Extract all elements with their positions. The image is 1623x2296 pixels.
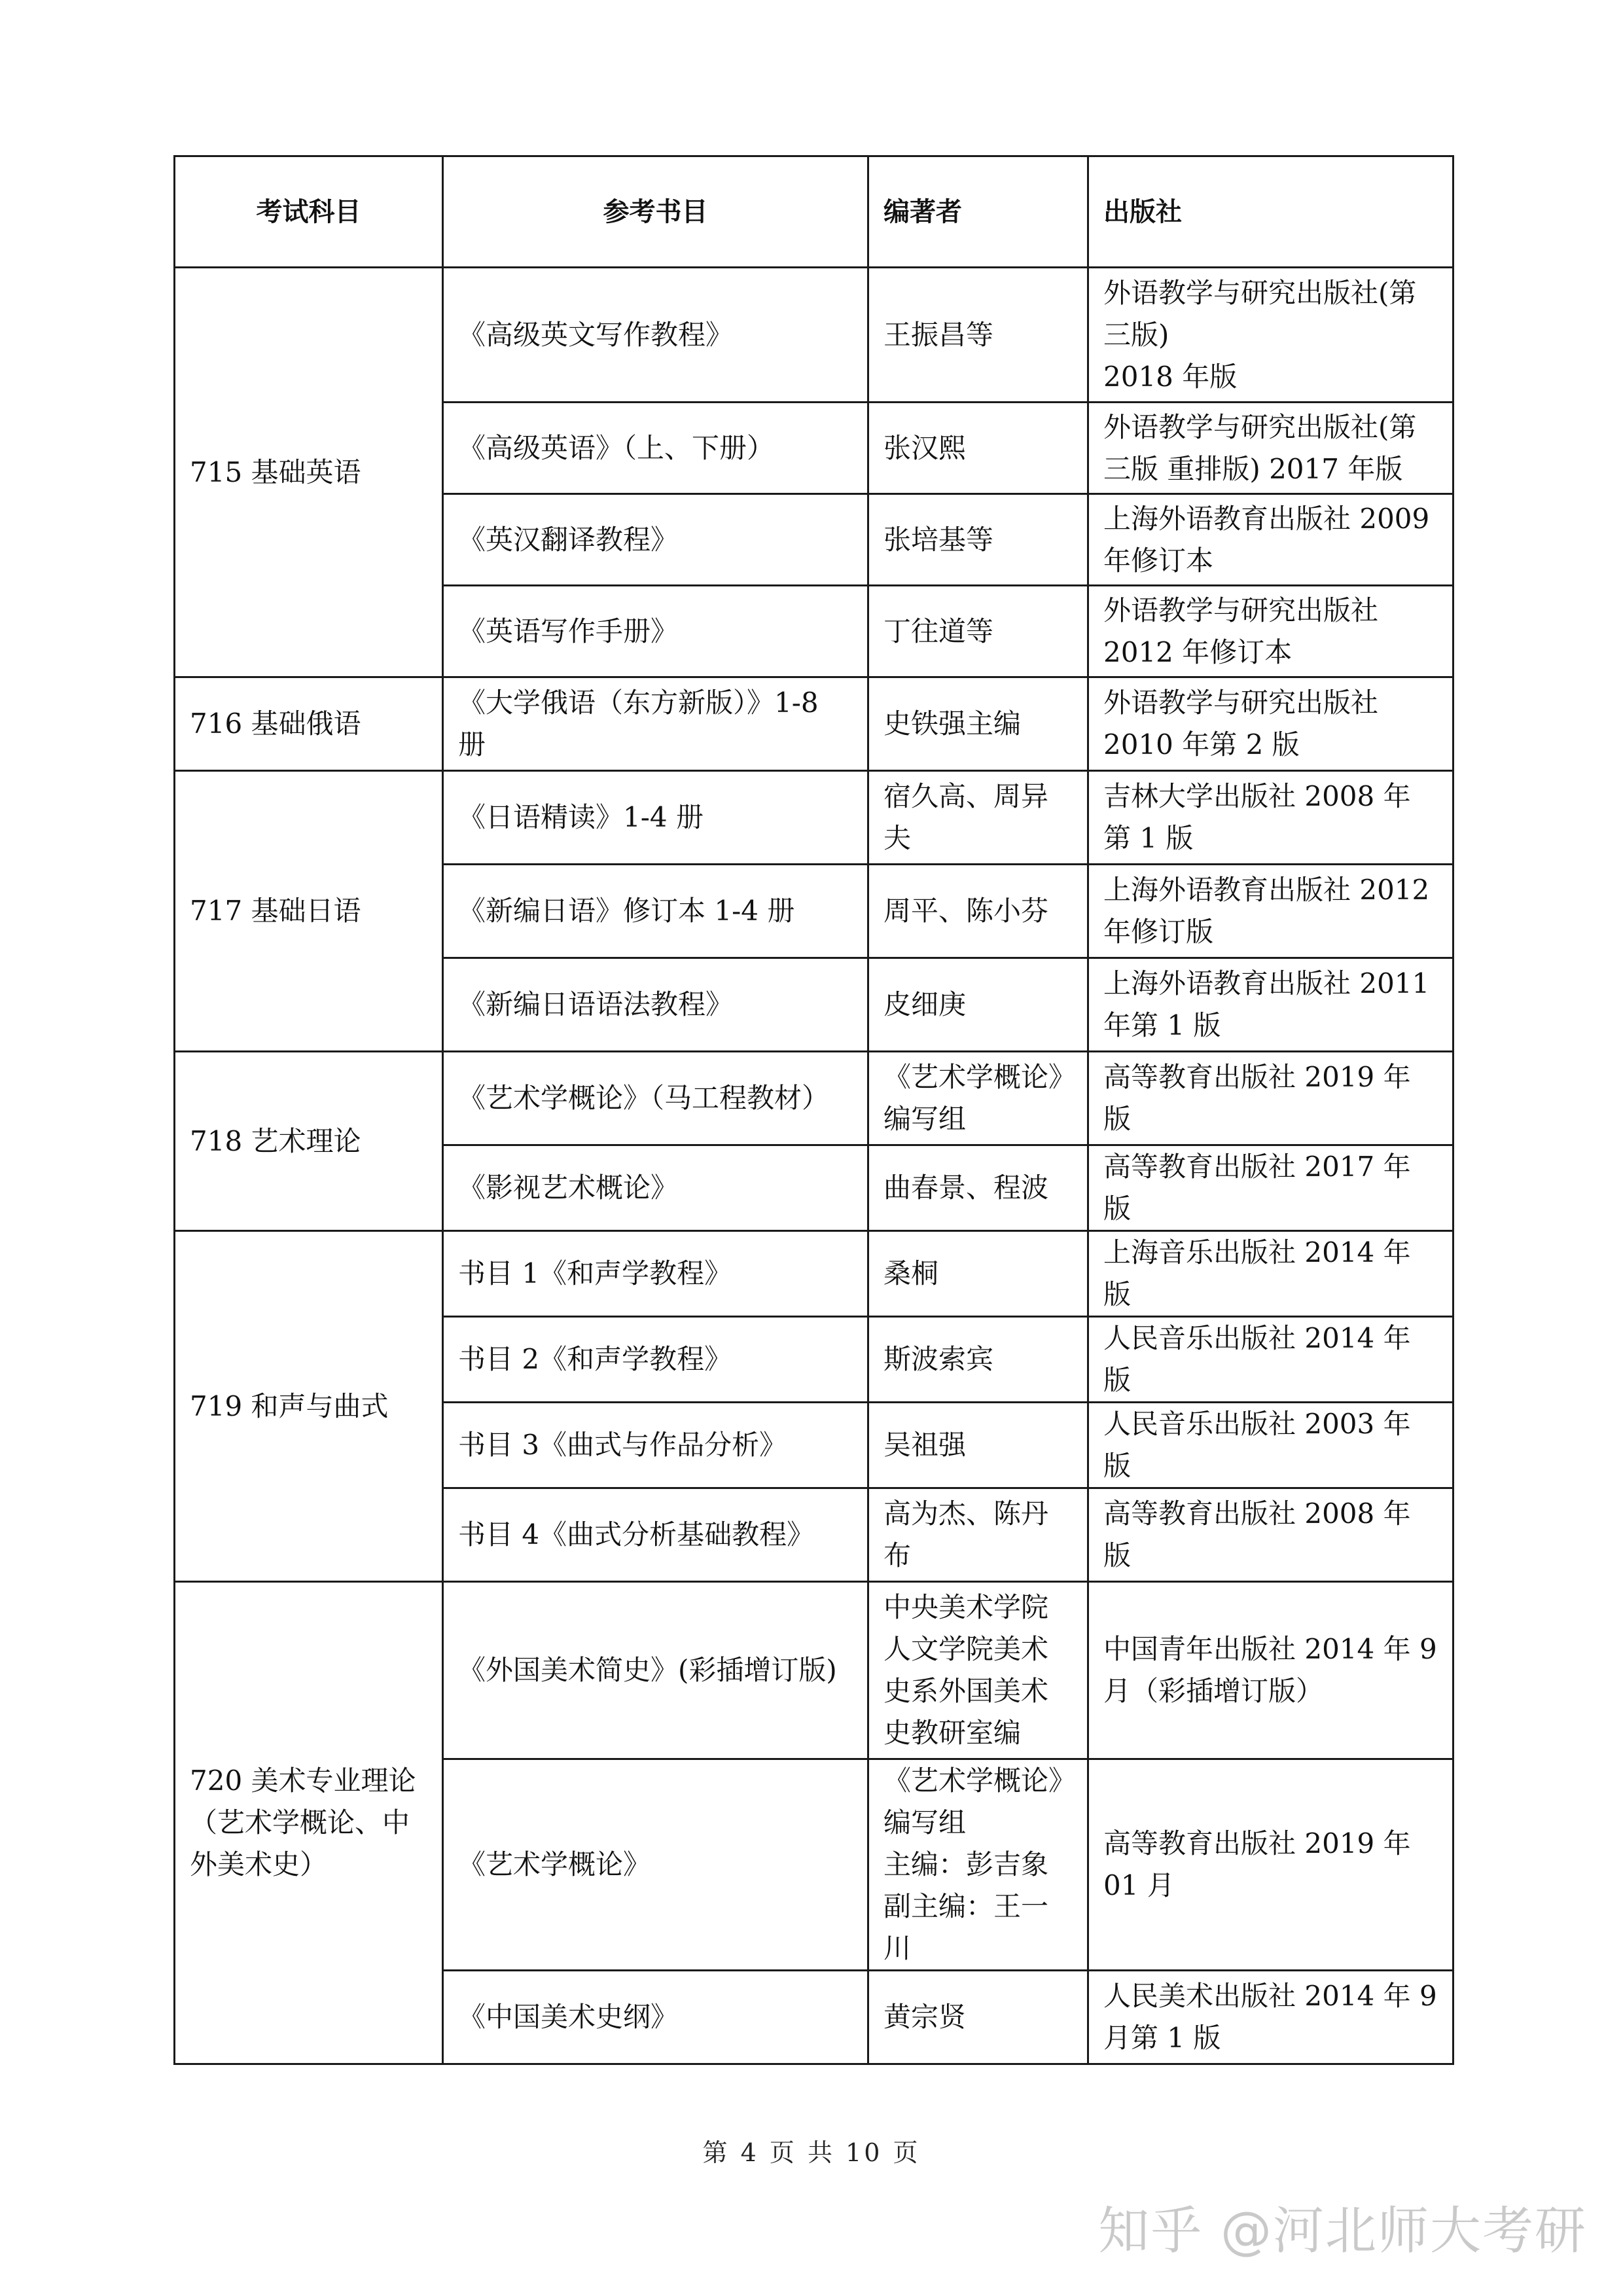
table-row (175, 771, 1454, 865)
author-cell: 史铁强主编 (868, 677, 1088, 771)
book-cell: 《艺术学概论》 (443, 1759, 868, 1971)
book-cell: 书目 4《曲式分析基础教程》 (443, 1488, 868, 1582)
header-subject: 考试科目 (175, 156, 443, 268)
subject-cell: 720 美术专业理论（艺术学概论、中外美术史） (175, 1582, 443, 2064)
table-row (175, 677, 1454, 771)
header-book: 参考书目 (443, 156, 868, 268)
subject-cell: 715 基础英语 (175, 268, 443, 677)
publisher-cell: 上海外语教育出版社 2012 年修订版 (1088, 865, 1454, 958)
author-cell: 《艺术学概论》编写组 (868, 1052, 1088, 1145)
author-cell: 吴祖强 (868, 1403, 1088, 1488)
header-row (175, 156, 1454, 268)
book-cell: 《大学俄语（东方新版）》1-8 册 (443, 677, 868, 771)
subject-cell: 718 艺术理论 (175, 1052, 443, 1231)
author-cell: 曲春景、程波 (868, 1145, 1088, 1231)
subject-cell: 717 基础日语 (175, 771, 443, 1052)
table-body (175, 268, 1454, 2064)
publisher-cell: 人民音乐出版社 2003 年版 (1088, 1403, 1454, 1488)
publisher-cell: 中国青年出版社 2014 年 9 月（彩插增订版） (1088, 1582, 1454, 1759)
author-cell: 宿久高、周异夫 (868, 771, 1088, 865)
book-cell: 《高级英文写作教程》 (443, 268, 868, 403)
publisher-cell: 高等教育出版社 2019 年 01 月 (1088, 1759, 1454, 1971)
author-cell: 王振昌等 (868, 268, 1088, 403)
author-cell: 黄宗贤 (868, 1971, 1088, 2064)
publisher-cell: 外语教学与研究出版社(第三版) 2018 年版 (1088, 268, 1454, 403)
publisher-cell: 上海外语教育出版社 2011 年第 1 版 (1088, 958, 1454, 1052)
book-cell: 《艺术学概论》（马工程教材） (443, 1052, 868, 1145)
table-row (175, 268, 1454, 403)
book-cell: 《英汉翻译教程》 (443, 494, 868, 586)
publisher-cell: 外语教学与研究出版社(第三版 重排版) 2017 年版 (1088, 403, 1454, 494)
book-cell: 《中国美术史纲》 (443, 1971, 868, 2064)
publisher-cell: 人民美术出版社 2014 年 9 月第 1 版 (1088, 1971, 1454, 2064)
author-cell: 皮细庚 (868, 958, 1088, 1052)
subject-cell: 716 基础俄语 (175, 677, 443, 771)
author-cell: 中央美术学院人文学院美术史系外国美术史教研室编 (868, 1582, 1088, 1759)
book-cell: 《英语写作手册》 (443, 586, 868, 677)
author-cell: 张培基等 (868, 494, 1088, 586)
table-row (175, 1231, 1454, 1317)
header-publisher: 出版社 (1088, 156, 1454, 268)
publisher-cell: 高等教育出版社 2019 年版 (1088, 1052, 1454, 1145)
book-cell: 书目 2《和声学教程》 (443, 1317, 868, 1403)
reference-book-table (173, 155, 1454, 2065)
publisher-cell: 人民音乐出版社 2014 年版 (1088, 1317, 1454, 1403)
author-cell: 《艺术学概论》编写组 主编：彭吉象 副主编：王一川 (868, 1759, 1088, 1971)
publisher-cell: 上海外语教育出版社 2009 年修订本 (1088, 494, 1454, 586)
author-cell: 斯波索宾 (868, 1317, 1088, 1403)
page-number: 第 4 页 共 10 页 (702, 2138, 921, 2167)
author-cell: 丁往道等 (868, 586, 1088, 677)
publisher-cell: 吉林大学出版社 2008 年第 1 版 (1088, 771, 1454, 865)
book-cell: 书目 3《曲式与作品分析》 (443, 1403, 868, 1488)
publisher-cell: 高等教育出版社 2017 年版 (1088, 1145, 1454, 1231)
book-cell: 《日语精读》1-4 册 (443, 771, 868, 865)
publisher-cell: 外语教学与研究出版社 2010 年第 2 版 (1088, 677, 1454, 771)
author-cell: 张汉熙 (868, 403, 1088, 494)
watermark: 知乎 @河北师大考研 (1098, 2202, 1587, 2261)
subject-cell: 719 和声与曲式 (175, 1231, 443, 1582)
book-cell: 书目 1《和声学教程》 (443, 1231, 868, 1317)
book-cell: 《外国美术简史》(彩插增订版) (443, 1582, 868, 1759)
book-cell: 《新编日语》修订本 1-4 册 (443, 865, 868, 958)
book-cell: 《影视艺术概论》 (443, 1145, 868, 1231)
author-cell: 高为杰、陈丹布 (868, 1488, 1088, 1582)
book-cell: 《高级英语》（上、下册） (443, 403, 868, 494)
publisher-cell: 高等教育出版社 2008 年版 (1088, 1488, 1454, 1582)
table-row (175, 1582, 1454, 1759)
author-cell: 桑桐 (868, 1231, 1088, 1317)
author-cell: 周平、陈小芬 (868, 865, 1088, 958)
publisher-cell: 外语教学与研究出版社 2012 年修订本 (1088, 586, 1454, 677)
book-cell: 《新编日语语法教程》 (443, 958, 868, 1052)
publisher-cell: 上海音乐出版社 2014 年版 (1088, 1231, 1454, 1317)
table-row (175, 1052, 1454, 1145)
header-author: 编著者 (868, 156, 1088, 268)
